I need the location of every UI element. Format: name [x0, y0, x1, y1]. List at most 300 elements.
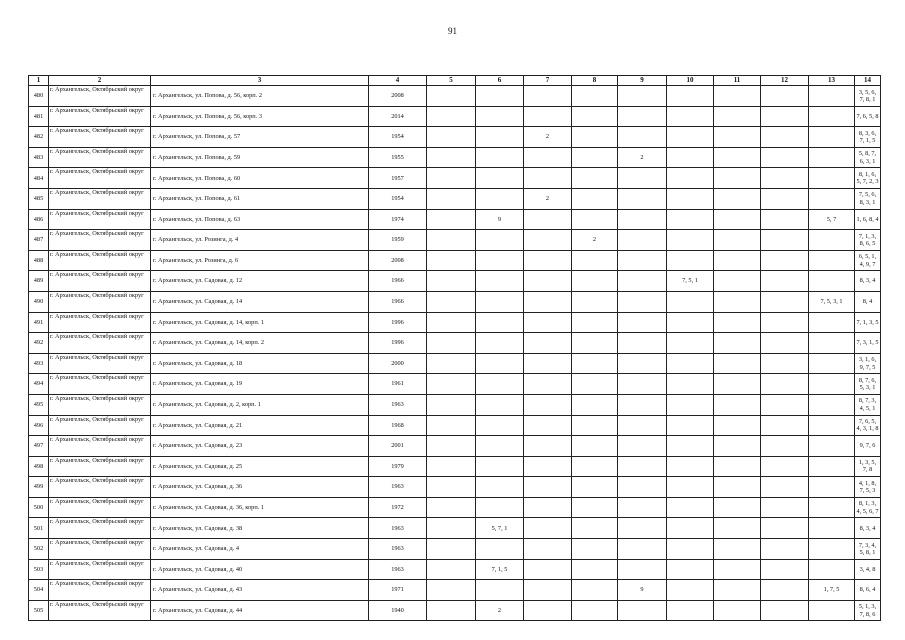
- table-cell: [809, 168, 855, 189]
- table-cell: [618, 600, 667, 621]
- table-cell: [524, 106, 572, 127]
- table-cell: г. Архангельск, ул. Садовая, д. 12: [151, 271, 369, 292]
- table-cell: [667, 394, 714, 415]
- table-cell: 1971: [369, 580, 427, 601]
- table-cell: [618, 559, 667, 580]
- table-cell: [667, 456, 714, 477]
- column-header: 4: [369, 76, 427, 86]
- table-cell: [714, 127, 761, 148]
- table-cell: [572, 539, 618, 560]
- table-cell: [572, 436, 618, 457]
- table-cell: [427, 86, 476, 107]
- table-cell: [809, 394, 855, 415]
- table-cell: [809, 188, 855, 209]
- table-cell: [714, 436, 761, 457]
- table-cell: [524, 394, 572, 415]
- table-cell: [476, 477, 524, 498]
- table-cell: [667, 291, 714, 312]
- table-cell: 493: [29, 353, 49, 374]
- table-cell: [572, 250, 618, 271]
- table-cell: [714, 168, 761, 189]
- table-cell: 5, 7: [809, 209, 855, 230]
- table-cell: [618, 291, 667, 312]
- table-cell: [476, 230, 524, 251]
- table-cell: [618, 230, 667, 251]
- table-cell: [714, 415, 761, 436]
- table-cell: [809, 539, 855, 560]
- table-cell: [714, 147, 761, 168]
- table-row: [29, 127, 881, 148]
- table-cell: г. Архангельск, ул. Розинга, д. 6: [151, 250, 369, 271]
- table-row: [29, 539, 881, 560]
- table-cell: 7, 1, 3, 8, 6, 5: [855, 230, 881, 251]
- table-cell: [476, 374, 524, 395]
- table-cell: 1959: [369, 230, 427, 251]
- table-row: [29, 374, 881, 395]
- table-cell: [572, 209, 618, 230]
- table-cell: [618, 518, 667, 539]
- column-header: 7: [524, 76, 572, 86]
- table-cell: г. Архангельск, Октябрьский округ: [49, 333, 151, 354]
- table-cell: г. Архангельск, ул. Садовая, д. 36: [151, 477, 369, 498]
- table-cell: 6, 5, 1, 4, 9, 7: [855, 250, 881, 271]
- table-cell: 1957: [369, 168, 427, 189]
- table-cell: [618, 456, 667, 477]
- table-cell: [524, 147, 572, 168]
- table-cell: г. Архангельск, Октябрьский округ: [49, 456, 151, 477]
- table-cell: [618, 127, 667, 148]
- table-cell: 8, 6, 4: [855, 580, 881, 601]
- table-cell: 5, 8, 7, 6, 3, 1: [855, 147, 881, 168]
- table-cell: г. Архангельск, ул. Садовая, д. 19: [151, 374, 369, 395]
- table-cell: 490: [29, 291, 49, 312]
- table-cell: г. Архангельск, Октябрьский округ: [49, 209, 151, 230]
- table-row: [29, 518, 881, 539]
- column-header: 2: [49, 76, 151, 86]
- table-cell: 497: [29, 436, 49, 457]
- column-header: 14: [855, 76, 881, 86]
- table-cell: [572, 518, 618, 539]
- table-cell: г. Архангельск, Октябрьский округ: [49, 353, 151, 374]
- table-cell: 489: [29, 271, 49, 292]
- table-cell: 485: [29, 188, 49, 209]
- table-cell: [476, 147, 524, 168]
- table-cell: 8, 3, 6, 7, 1, 5: [855, 127, 881, 148]
- table-cell: [761, 559, 809, 580]
- table-cell: [524, 353, 572, 374]
- table-row: [29, 188, 881, 209]
- table-cell: 1996: [369, 312, 427, 333]
- table-cell: [618, 168, 667, 189]
- table-row: [29, 271, 881, 292]
- column-header: 13: [809, 76, 855, 86]
- table-cell: [809, 106, 855, 127]
- table-cell: [427, 168, 476, 189]
- table-cell: [524, 271, 572, 292]
- table-cell: 502: [29, 539, 49, 560]
- table-cell: [427, 600, 476, 621]
- table-cell: г. Архангельск, Октябрьский округ: [49, 477, 151, 498]
- table-cell: [524, 456, 572, 477]
- table-cell: [476, 353, 524, 374]
- table-cell: 482: [29, 127, 49, 148]
- table-cell: [761, 147, 809, 168]
- table-cell: [809, 518, 855, 539]
- table-cell: [809, 600, 855, 621]
- table-cell: [809, 374, 855, 395]
- table-cell: [427, 333, 476, 354]
- table-cell: [809, 333, 855, 354]
- table-cell: г. Архангельск, ул. Попова, д. 57: [151, 127, 369, 148]
- table-cell: [761, 374, 809, 395]
- table-cell: [809, 250, 855, 271]
- table-cell: [667, 559, 714, 580]
- table-cell: г. Архангельск, ул. Попова, д. 63: [151, 209, 369, 230]
- table-cell: [572, 559, 618, 580]
- table-cell: [761, 106, 809, 127]
- table-cell: г. Архангельск, ул. Садовая, д. 44: [151, 600, 369, 621]
- table-cell: 7, 6, 5, 4, 3, 1, 8: [855, 415, 881, 436]
- table-cell: г. Архангельск, Октябрьский округ: [49, 271, 151, 292]
- table-cell: [476, 312, 524, 333]
- table-cell: г. Архангельск, ул. Садовая, д. 14, корп. 1: [151, 312, 369, 333]
- table-cell: 1963: [369, 539, 427, 560]
- table-cell: 3, 1, 6, 9, 7, 5: [855, 353, 881, 374]
- table-cell: [524, 415, 572, 436]
- table-cell: [572, 147, 618, 168]
- table-cell: г. Архангельск, ул. Садовая, д. 21: [151, 415, 369, 436]
- table-cell: 8, 7, 3, 4, 5, 1: [855, 394, 881, 415]
- table-cell: [667, 312, 714, 333]
- table-cell: г. Архангельск, Октябрьский округ: [49, 230, 151, 251]
- table-cell: [667, 477, 714, 498]
- table-cell: [476, 539, 524, 560]
- table-cell: 9: [476, 209, 524, 230]
- table-cell: 2001: [369, 436, 427, 457]
- table-cell: 1954: [369, 127, 427, 148]
- table-cell: г. Архангельск, ул. Садовая, д. 36, корп. 1: [151, 497, 369, 518]
- table-cell: [524, 291, 572, 312]
- table-cell: 1963: [369, 394, 427, 415]
- table-cell: 4, 1, 8, 7, 5, 3: [855, 477, 881, 498]
- table-cell: [524, 477, 572, 498]
- table-cell: 505: [29, 600, 49, 621]
- table-cell: [618, 436, 667, 457]
- table-cell: 1963: [369, 518, 427, 539]
- table-cell: [572, 394, 618, 415]
- table-cell: [809, 271, 855, 292]
- table-cell: 1966: [369, 271, 427, 292]
- table-cell: [761, 415, 809, 436]
- table-cell: [667, 436, 714, 457]
- table-row: [29, 394, 881, 415]
- table-cell: [714, 188, 761, 209]
- table-cell: [714, 497, 761, 518]
- column-header: 12: [761, 76, 809, 86]
- table-cell: [524, 168, 572, 189]
- table-row: [29, 230, 881, 251]
- table-row: [29, 250, 881, 271]
- table-cell: [572, 271, 618, 292]
- table-cell: [761, 539, 809, 560]
- table-cell: г. Архангельск, ул. Садовая, д. 40: [151, 559, 369, 580]
- table-cell: [427, 580, 476, 601]
- table-cell: г. Архангельск, ул. Садовая, д. 14: [151, 291, 369, 312]
- table-row: [29, 291, 881, 312]
- table-cell: [427, 559, 476, 580]
- table-cell: [761, 456, 809, 477]
- table-cell: [524, 86, 572, 107]
- table-cell: [572, 168, 618, 189]
- table-cell: 1, 7, 5: [809, 580, 855, 601]
- table-cell: 494: [29, 374, 49, 395]
- table-cell: [714, 209, 761, 230]
- table-cell: [714, 230, 761, 251]
- table-cell: [618, 333, 667, 354]
- table-cell: [524, 312, 572, 333]
- table-cell: [427, 436, 476, 457]
- table-cell: г. Архангельск, Октябрьский округ: [49, 559, 151, 580]
- table-cell: 1954: [369, 188, 427, 209]
- table-cell: [667, 518, 714, 539]
- table-cell: [572, 106, 618, 127]
- table-row: [29, 209, 881, 230]
- table-cell: [618, 250, 667, 271]
- table-cell: [714, 353, 761, 374]
- column-header: 5: [427, 76, 476, 86]
- table-cell: г. Архангельск, ул. Садовая, д. 23: [151, 436, 369, 457]
- table-cell: [714, 600, 761, 621]
- table-body: [29, 86, 881, 621]
- table-cell: г. Архангельск, ул. Попова, д. 56, корп. 3: [151, 106, 369, 127]
- table-cell: [714, 333, 761, 354]
- data-table: [28, 75, 881, 621]
- table-cell: г. Архангельск, Октябрьский округ: [49, 600, 151, 621]
- table-cell: [714, 539, 761, 560]
- table-cell: [809, 147, 855, 168]
- table-cell: г. Архангельск, Октябрьский округ: [49, 147, 151, 168]
- table-cell: [427, 353, 476, 374]
- table-cell: 2: [524, 127, 572, 148]
- column-header: 8: [572, 76, 618, 86]
- table-cell: [476, 291, 524, 312]
- table-cell: [667, 127, 714, 148]
- table-cell: [427, 415, 476, 436]
- table-cell: 495: [29, 394, 49, 415]
- table-cell: [667, 415, 714, 436]
- table-cell: [476, 497, 524, 518]
- table-cell: [427, 271, 476, 292]
- table-cell: [667, 497, 714, 518]
- column-header: 6: [476, 76, 524, 86]
- column-header: 1: [29, 76, 49, 86]
- table-cell: [618, 106, 667, 127]
- table-cell: [427, 539, 476, 560]
- table-cell: [618, 188, 667, 209]
- table-cell: 503: [29, 559, 49, 580]
- table-cell: 2000: [369, 353, 427, 374]
- table-cell: 1955: [369, 147, 427, 168]
- table-cell: [761, 250, 809, 271]
- table-cell: [476, 168, 524, 189]
- table-cell: г. Архангельск, Октябрьский округ: [49, 188, 151, 209]
- table-cell: 3, 5, 6, 7, 8, 1: [855, 86, 881, 107]
- table-cell: 2: [618, 147, 667, 168]
- table-row: [29, 415, 881, 436]
- table-cell: [572, 456, 618, 477]
- table-cell: [761, 209, 809, 230]
- table-cell: [667, 539, 714, 560]
- table-cell: 8, 3, 4: [855, 271, 881, 292]
- table-cell: 1940: [369, 600, 427, 621]
- table-row: [29, 497, 881, 518]
- table-cell: [809, 436, 855, 457]
- table-cell: [476, 436, 524, 457]
- table-cell: [427, 291, 476, 312]
- table-cell: [572, 600, 618, 621]
- table-cell: [761, 600, 809, 621]
- table-cell: [714, 291, 761, 312]
- table-cell: [809, 456, 855, 477]
- table-row: [29, 147, 881, 168]
- table-cell: [427, 188, 476, 209]
- table-cell: 1961: [369, 374, 427, 395]
- table-cell: [761, 291, 809, 312]
- column-header: 11: [714, 76, 761, 86]
- table-row: [29, 353, 881, 374]
- table-cell: г. Архангельск, Октябрьский округ: [49, 436, 151, 457]
- table-cell: 2: [572, 230, 618, 251]
- table-cell: [476, 415, 524, 436]
- table-cell: [524, 250, 572, 271]
- table-cell: 7, 5, 1: [667, 271, 714, 292]
- table-cell: [809, 477, 855, 498]
- table-cell: [618, 477, 667, 498]
- table-cell: [524, 497, 572, 518]
- table-cell: [572, 188, 618, 209]
- table-cell: [427, 497, 476, 518]
- table-cell: г. Архангельск, ул. Попова, д. 60: [151, 168, 369, 189]
- table-cell: [714, 580, 761, 601]
- table-cell: [714, 518, 761, 539]
- table-cell: [809, 127, 855, 148]
- table-cell: 2008: [369, 86, 427, 107]
- table-cell: г. Архангельск, Октябрьский округ: [49, 291, 151, 312]
- page-number: 91: [448, 26, 457, 36]
- table-cell: [667, 374, 714, 395]
- table-cell: [761, 230, 809, 251]
- table-cell: 7, 5, 3, 1: [809, 291, 855, 312]
- table-cell: [572, 127, 618, 148]
- table-cell: [667, 353, 714, 374]
- table-cell: г. Архангельск, ул. Садовая, д. 38: [151, 518, 369, 539]
- table-cell: [524, 559, 572, 580]
- table-cell: [667, 333, 714, 354]
- table-row: [29, 477, 881, 498]
- table-cell: 1974: [369, 209, 427, 230]
- table-cell: [667, 209, 714, 230]
- table-cell: г. Архангельск, Октябрьский округ: [49, 497, 151, 518]
- table-cell: [476, 456, 524, 477]
- table-cell: г. Архангельск, Октябрьский округ: [49, 127, 151, 148]
- table-cell: [667, 580, 714, 601]
- table-cell: 1968: [369, 415, 427, 436]
- table-cell: 1972: [369, 497, 427, 518]
- table-cell: [714, 86, 761, 107]
- table-cell: 9, 7, 6: [855, 436, 881, 457]
- table-cell: 491: [29, 312, 49, 333]
- table-cell: [572, 497, 618, 518]
- table-cell: 7, 5, 6, 8, 3, 1: [855, 188, 881, 209]
- table-cell: [714, 374, 761, 395]
- table-cell: [761, 580, 809, 601]
- table-cell: [618, 415, 667, 436]
- table-cell: [572, 580, 618, 601]
- table-row: [29, 456, 881, 477]
- table-cell: [667, 147, 714, 168]
- table-cell: 481: [29, 106, 49, 127]
- table-cell: [761, 394, 809, 415]
- table-cell: [761, 86, 809, 107]
- table-cell: г. Архангельск, Октябрьский округ: [49, 168, 151, 189]
- table-cell: 7, 3, 1, 5: [855, 333, 881, 354]
- table-cell: [572, 415, 618, 436]
- table-cell: [427, 374, 476, 395]
- table-cell: [524, 209, 572, 230]
- table-cell: 1963: [369, 477, 427, 498]
- table-header-row: [29, 76, 881, 86]
- table-cell: [476, 580, 524, 601]
- table-cell: [524, 333, 572, 354]
- table-cell: [761, 353, 809, 374]
- table-cell: 483: [29, 147, 49, 168]
- table-cell: [476, 394, 524, 415]
- table-cell: [476, 86, 524, 107]
- table-cell: г. Архангельск, ул. Попова, д. 56, корп. 2: [151, 86, 369, 107]
- table-cell: г. Архангельск, ул. Садовая, д. 4: [151, 539, 369, 560]
- table-cell: [618, 353, 667, 374]
- table-cell: [667, 250, 714, 271]
- table-cell: [761, 188, 809, 209]
- table-cell: [572, 312, 618, 333]
- table-cell: [714, 106, 761, 127]
- table-cell: [572, 374, 618, 395]
- table-row: [29, 106, 881, 127]
- table-cell: [761, 312, 809, 333]
- table-cell: 5, 1, 3, 7, 8, 6: [855, 600, 881, 621]
- table-cell: [809, 559, 855, 580]
- column-header: 9: [618, 76, 667, 86]
- table-cell: [667, 188, 714, 209]
- table-cell: [809, 353, 855, 374]
- table-cell: [761, 333, 809, 354]
- table-cell: 498: [29, 456, 49, 477]
- table-cell: [714, 312, 761, 333]
- table-cell: г. Архангельск, Октябрьский округ: [49, 539, 151, 560]
- table-cell: [524, 600, 572, 621]
- table-cell: [427, 250, 476, 271]
- table-row: [29, 312, 881, 333]
- table-cell: г. Архангельск, Октябрьский округ: [49, 394, 151, 415]
- table-cell: [714, 456, 761, 477]
- table-cell: г. Архангельск, Октябрьский округ: [49, 312, 151, 333]
- table-cell: 2: [524, 188, 572, 209]
- table-cell: г. Архангельск, ул. Розинга, д. 4: [151, 230, 369, 251]
- table-cell: [667, 168, 714, 189]
- table-cell: [714, 271, 761, 292]
- table-cell: [618, 312, 667, 333]
- table-cell: [427, 477, 476, 498]
